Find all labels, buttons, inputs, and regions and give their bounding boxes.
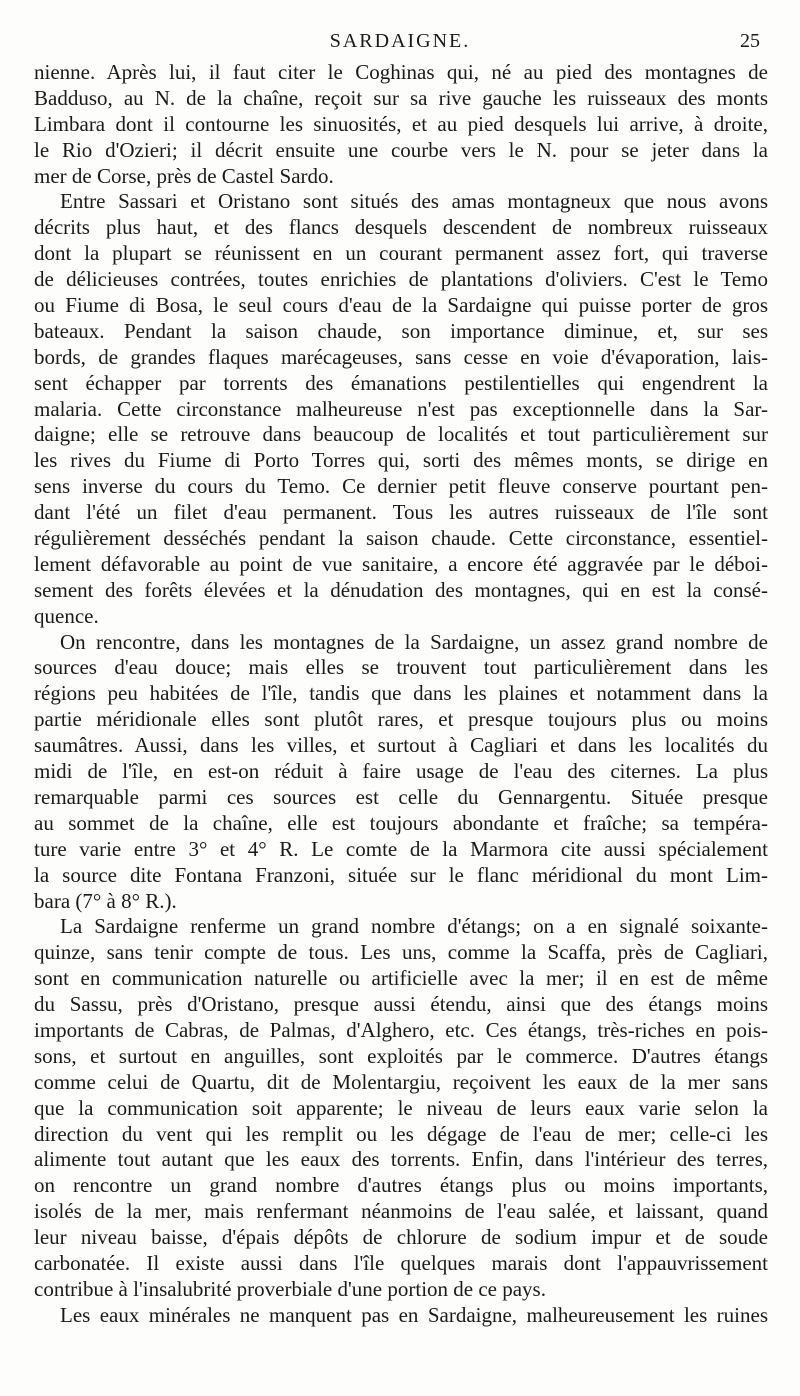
body-text [34, 60, 768, 1390]
text-line: daigne; elle se retrouve dans beaucoup de localités et tout particulièrement sur [34, 422, 768, 447]
page-number: 25 [740, 30, 760, 52]
text-line: Entre Sassari et Oristano sont situés des amas montagneux que nous avons [60, 189, 768, 214]
text-line: Limbara dont il contourne les sinuosités, et au pied desquels lui arrive, à droite, [34, 111, 768, 136]
text-line: comme celui de Quartu, dit de Molentargiu, reçoivent les eaux de la mer sans [34, 1069, 768, 1094]
text-line: nienne. Après lui, il faut citer le Coghinas qui, né au pied des montagnes de [34, 60, 768, 84]
text-line: carbonatée. Il existe aussi dans l'île quelques marais dont l'appauvrissement [34, 1250, 768, 1275]
text-line: La Sardaigne renferme un grand nombre d'étangs; on a en signalé soixante- [60, 914, 768, 939]
running-title: SARDAIGNE. [329, 30, 471, 52]
text-line: le Rio d'Ozieri; il décrit ensuite une courbe vers le N. pour se jeter dans la [34, 137, 768, 162]
text-line: sent échapper par torrents des émanations pestilentielles qui engendrent la [34, 370, 768, 395]
text-line: régions peu habitées de l'île, tandis que dans les plaines et notamment dans la [34, 681, 768, 706]
text-line: sement des forêts élevées et la dénudation des montagnes, qui en est la consé- [34, 577, 768, 602]
text-line: saumâtres. Aussi, dans les villes, et surtout à Cagliari et dans les localités du [34, 733, 768, 758]
text-line: les rives du Fiume di Porto Torres qui, sorti des mêmes monts, se dirige en [34, 448, 768, 473]
text-line: quinze, sans tenir compte de tous. Les uns, comme la Scaffa, près de Cagliari, [34, 940, 768, 965]
text-line: de délicieuses contrées, toutes enrichies de plantations d'oliviers. C'est le Temo [34, 267, 768, 292]
text-line: régulièrement desséchés pendant la saison chaude. Cette circonstance, essentiel- [34, 526, 768, 551]
text-line: bateaux. Pendant la saison chaude, son importance diminue, et, sur ses [34, 318, 768, 343]
text-line: que la communication soit apparente; le niveau de leurs eaux varie selon la [34, 1095, 768, 1120]
text-line: au sommet de la chaîne, elle est toujours abondante et fraîche; sa tempéra- [34, 810, 768, 835]
text-line: dont la plupart se réunissent en un courant permanent assez fort, qui traverse [34, 241, 768, 266]
text-line: quence. [34, 603, 99, 628]
text-line: alimente tout autant que les eaux des torrents. Enfin, dans l'intérieur des terres, [34, 1147, 768, 1172]
text-line: sons, et surtout en anguilles, sont exploités par le commerce. D'autres étangs [34, 1043, 768, 1068]
text-line: malaria. Cette circonstance malheureuse n'est pas exceptionnelle dans la Sar- [34, 396, 768, 421]
text-line: on rencontre un grand nombre d'autres étangs plus ou moins importants, [34, 1173, 768, 1198]
text-line: dant l'été un filet d'eau permanent. Tous les autres ruisseaux de l'île sont [34, 500, 768, 525]
text-line: direction du vent qui les remplit ou les dégage de l'eau de mer; celle-ci les [34, 1121, 768, 1146]
text-line: lement défavorable au point de vue sanitaire, a encore été aggravée par le déboi- [34, 551, 768, 576]
text-line: ou Fiume di Bosa, le seul cours d'eau de la Sardaigne qui puisse porter de gros [34, 293, 768, 318]
text-line: mer de Corse, près de Castel Sardo. [34, 163, 334, 188]
text-line: sont en communication naturelle ou artificielle avec la mer; il en est de même [34, 966, 768, 991]
text-line: remarquable parmi ces sources est celle du Gennargentu. Située presque [34, 784, 768, 809]
text-line: On rencontre, dans les montagnes de la Sardaigne, un assez grand nombre de [60, 629, 768, 654]
text-line: bords, de grandes flaques marécageuses, sans cesse en voie d'évaporation, lais- [34, 344, 768, 369]
text-line: sens inverse du cours du Temo. Ce dernier petit fleuve conserve pourtant pen- [34, 474, 768, 499]
text-line: ture varie entre 3° et 4° R. Le comte de la Marmora cite aussi spécialement [34, 836, 768, 861]
text-line: leur niveau baisse, d'épais dépôts de chlorure de sodium impur et de soude [34, 1225, 768, 1250]
running-head [0, 30, 800, 60]
text-line: du Sassu, près d'Oristano, presque aussi étendu, ainsi que des étangs moins [34, 992, 768, 1017]
text-line: sources d'eau douce; mais elles se trouvent tout particulièrement dans les [34, 655, 768, 680]
text-line: partie méridionale elles sont plutôt rares, et presque toujours plus ou moins [34, 707, 768, 732]
text-line: contribue à l'insalubrité proverbiale d'une portion de ce pays. [34, 1276, 546, 1301]
text-line: décrits plus haut, et des flancs desquels descendent de nombreux ruisseaux [34, 215, 768, 240]
text-line: Badduso, au N. de la chaîne, reçoit sur sa rive gauche les ruisseaux des monts [34, 85, 768, 110]
text-line: bara (7° à 8° R.). [34, 888, 177, 913]
text-line: importants de Cabras, de Palmas, d'Alghero, etc. Ces étangs, très-riches en pois- [34, 1017, 768, 1042]
text-line: la source dite Fontana Franzoni, située sur le flanc méridional du mont Lim- [34, 862, 768, 887]
text-line: midi de l'île, en est-on réduit à faire usage de l'eau des citernes. La plus [34, 759, 768, 784]
text-line: isolés de la mer, mais renfermant néanmoins de l'eau salée, et laissant, quand [34, 1199, 768, 1224]
text-line: Les eaux minérales ne manquent pas en Sardaigne, malheureusement les ruines [60, 1302, 768, 1327]
